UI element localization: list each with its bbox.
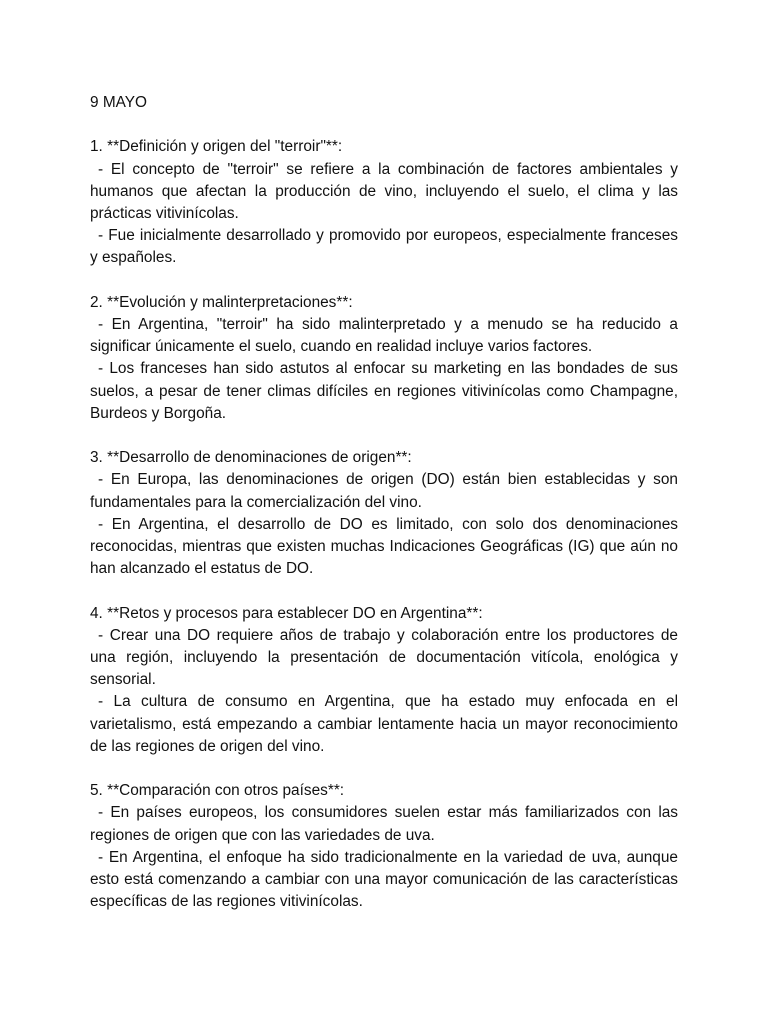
document-page: [90, 92, 678, 936]
section-heading: 3. **Desarrollo de denominaciones de origen**:: [90, 449, 412, 467]
document-date: 9 MAYO: [90, 94, 148, 111]
section-4: [90, 603, 678, 758]
bullet-item: - En Argentina, "terroir" ha sido malinterpretado y a menudo se ha reducido a significar únicamente el suelo, cuando en realidad incluye varios factores.: [90, 316, 678, 356]
bullet-item: - El concepto de "terroir" se refiere a la combinación de factores ambientales y humanos que afectan la producción de vino, incluyendo el suelo, el clima y las prácticas vitivinícolas.: [90, 160, 678, 222]
section-heading: 4. **Retos y procesos para establecer DO en Argentina**:: [90, 604, 483, 622]
section-heading: 5. **Comparación con otros países**:: [90, 782, 345, 800]
section-heading: 2. **Evolución y malinterpretaciones**:: [90, 293, 353, 311]
section-1: [90, 136, 678, 269]
bullet-item: - La cultura de consumo en Argentina, que ha estado muy enfocada en el varietalismo, está empezando a cambiar lentamente hacia un mayor reconocimiento de las regiones de origen del vino.: [90, 693, 678, 755]
section-3: [90, 447, 678, 580]
bullet-item: - En Argentina, el enfoque ha sido tradicionalmente en la variedad de uva, aunque esto está comenzando a cambiar con una mayor comunicación de las características específicas de las regiones vitivinícolas.: [90, 848, 678, 911]
section-5: [90, 780, 678, 913]
bullet-item: - Crear una DO requiere años de trabajo y colaboración entre los productores de una región, incluyendo la presentación de documentación vitícola, enológica y sensorial.: [90, 626, 678, 689]
bullet-item: - En Argentina, el desarrollo de DO es limitado, con solo dos denominaciones reconocidas, mientras que existen muchas Indicaciones Geográficas (IG) que aún no han alcanzado el estatus de DO.: [90, 515, 678, 578]
bullet-item: - Los franceses han sido astutos al enfocar su marketing en las bondades de sus suelos, a pesar de tener climas difíciles en regiones vitivinícolas como Champagne, Burdeos y Borgoña.: [90, 360, 678, 422]
bullet-item: - En países europeos, los consumidores suelen estar más familiarizados con las regiones de origen que con las variedades de uva.: [90, 804, 678, 844]
bullet-item: - Fue inicialmente desarrollado y promovido por europeos, especialmente franceses y españoles.: [90, 227, 678, 267]
section-heading: 1. **Definición y origen del "terroir"**:: [90, 138, 343, 156]
bullet-item: - En Europa, las denominaciones de origen (DO) están bien establecidas y son fundamentales para la comercialización del vino.: [90, 471, 678, 511]
section-2: [90, 292, 678, 425]
